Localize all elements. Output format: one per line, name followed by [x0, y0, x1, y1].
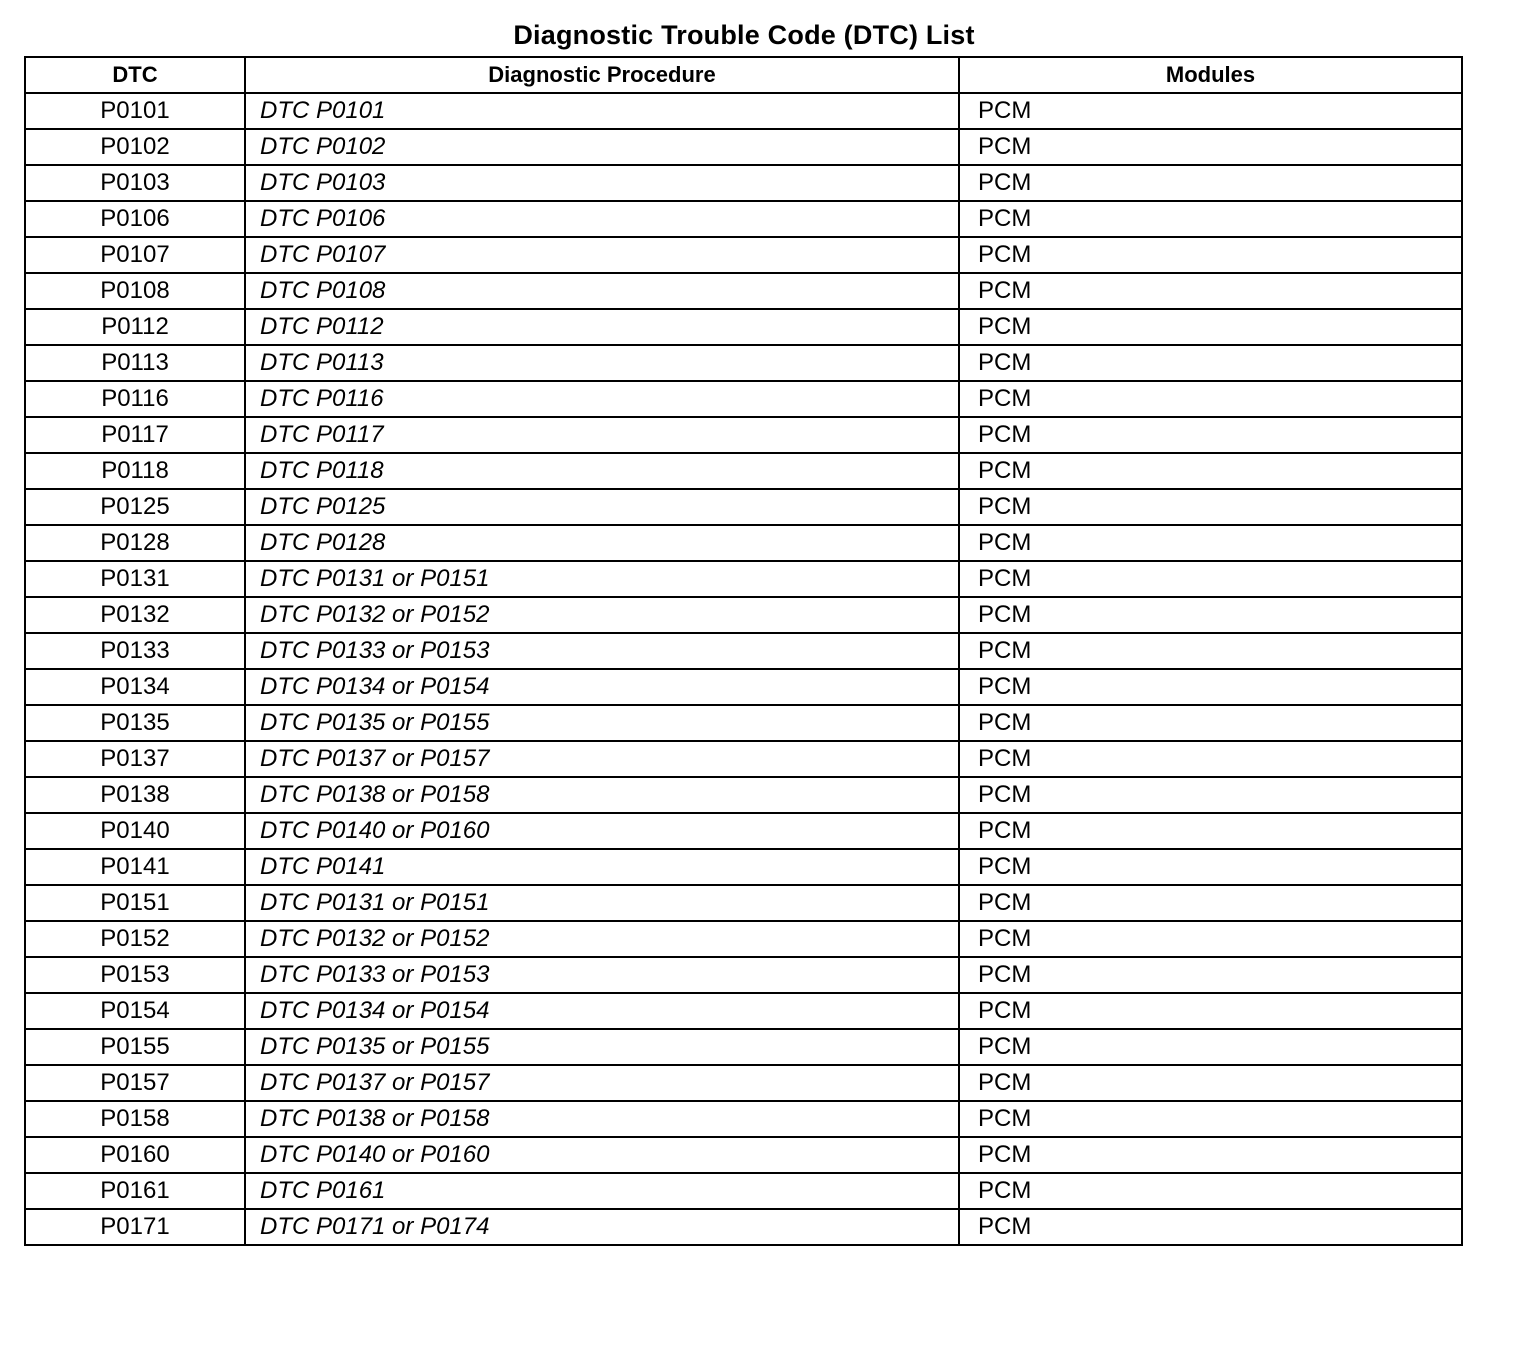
diagnostic-procedure-cell: DTC P0106 — [245, 201, 959, 237]
table-row — [25, 921, 1462, 957]
header-row — [25, 57, 1462, 93]
dtc-code-cell: P0140 — [25, 813, 245, 849]
dtc-code-cell: P0158 — [25, 1101, 245, 1137]
module-cell: PCM — [959, 453, 1462, 489]
diagnostic-procedure-cell: DTC P0171 or P0174 — [245, 1209, 959, 1245]
module-cell: PCM — [959, 921, 1462, 957]
dtc-code-cell: P0106 — [25, 201, 245, 237]
diagnostic-procedure-cell: DTC P0117 — [245, 417, 959, 453]
table-row — [25, 1209, 1462, 1245]
diagnostic-procedure-cell: DTC P0135 or P0155 — [245, 1029, 959, 1065]
dtc-code-cell: P0112 — [25, 309, 245, 345]
table-row — [25, 453, 1462, 489]
diagnostic-procedure-cell: DTC P0131 or P0151 — [245, 561, 959, 597]
table-row — [25, 741, 1462, 777]
dtc-code-cell: P0154 — [25, 993, 245, 1029]
diagnostic-procedure-cell: DTC P0107 — [245, 237, 959, 273]
table-row — [25, 273, 1462, 309]
table-row — [25, 489, 1462, 525]
table-row — [25, 813, 1462, 849]
module-cell: PCM — [959, 777, 1462, 813]
dtc-code-cell: P0161 — [25, 1173, 245, 1209]
diagnostic-procedure-cell: DTC P0113 — [245, 345, 959, 381]
diagnostic-procedure-cell: DTC P0112 — [245, 309, 959, 345]
module-cell: PCM — [959, 273, 1462, 309]
column-header-diagnostic-procedure: Diagnostic Procedure — [245, 57, 959, 93]
diagnostic-procedure-cell: DTC P0118 — [245, 453, 959, 489]
diagnostic-procedure-cell: DTC P0102 — [245, 129, 959, 165]
dtc-code-cell: P0132 — [25, 597, 245, 633]
module-cell: PCM — [959, 669, 1462, 705]
module-cell: PCM — [959, 633, 1462, 669]
diagnostic-procedure-cell: DTC P0134 or P0154 — [245, 993, 959, 1029]
table-row — [25, 345, 1462, 381]
module-cell: PCM — [959, 345, 1462, 381]
module-cell: PCM — [959, 201, 1462, 237]
table-row — [25, 1065, 1462, 1101]
diagnostic-procedure-cell: DTC P0140 or P0160 — [245, 1137, 959, 1173]
table-row — [25, 309, 1462, 345]
dtc-code-cell: P0157 — [25, 1065, 245, 1101]
module-cell: PCM — [959, 885, 1462, 921]
table-row — [25, 705, 1462, 741]
column-header-dtc: DTC — [25, 57, 245, 93]
diagnostic-procedure-cell: DTC P0125 — [245, 489, 959, 525]
table-row — [25, 885, 1462, 921]
dtc-code-cell: P0134 — [25, 669, 245, 705]
dtc-code-cell: P0103 — [25, 165, 245, 201]
module-cell: PCM — [959, 1065, 1462, 1101]
module-cell: PCM — [959, 381, 1462, 417]
table-row — [25, 417, 1462, 453]
module-cell: PCM — [959, 1209, 1462, 1245]
diagnostic-procedure-cell: DTC P0132 or P0152 — [245, 921, 959, 957]
dtc-code-cell: P0117 — [25, 417, 245, 453]
table-row — [25, 381, 1462, 417]
dtc-code-cell: P0135 — [25, 705, 245, 741]
diagnostic-procedure-cell: DTC P0132 or P0152 — [245, 597, 959, 633]
module-cell: PCM — [959, 993, 1462, 1029]
diagnostic-procedure-cell: DTC P0128 — [245, 525, 959, 561]
diagnostic-procedure-cell: DTC P0134 or P0154 — [245, 669, 959, 705]
module-cell: PCM — [959, 237, 1462, 273]
module-cell: PCM — [959, 597, 1462, 633]
diagnostic-procedure-cell: DTC P0101 — [245, 93, 959, 129]
table-row — [25, 1173, 1462, 1209]
table-row — [25, 525, 1462, 561]
dtc-code-cell: P0133 — [25, 633, 245, 669]
module-cell: PCM — [959, 561, 1462, 597]
diagnostic-procedure-cell: DTC P0137 or P0157 — [245, 1065, 959, 1101]
table-row — [25, 93, 1462, 129]
diagnostic-procedure-cell: DTC P0161 — [245, 1173, 959, 1209]
module-cell: PCM — [959, 705, 1462, 741]
module-cell: PCM — [959, 165, 1462, 201]
table-row — [25, 561, 1462, 597]
table-row — [25, 633, 1462, 669]
table-row — [25, 201, 1462, 237]
dtc-code-cell: P0113 — [25, 345, 245, 381]
dtc-code-cell: P0171 — [25, 1209, 245, 1245]
table-row — [25, 1101, 1462, 1137]
table-row — [25, 237, 1462, 273]
module-cell: PCM — [959, 489, 1462, 525]
module-cell: PCM — [959, 93, 1462, 129]
dtc-code-cell: P0101 — [25, 93, 245, 129]
table-row — [25, 165, 1462, 201]
diagnostic-procedure-cell: DTC P0140 or P0160 — [245, 813, 959, 849]
table-row — [25, 669, 1462, 705]
dtc-table — [24, 56, 1463, 1246]
dtc-code-cell: P0137 — [25, 741, 245, 777]
dtc-code-cell: P0151 — [25, 885, 245, 921]
table-row — [25, 1029, 1462, 1065]
diagnostic-procedure-cell: DTC P0138 or P0158 — [245, 1101, 959, 1137]
table-row — [25, 1137, 1462, 1173]
module-cell: PCM — [959, 129, 1462, 165]
dtc-code-cell: P0128 — [25, 525, 245, 561]
module-cell: PCM — [959, 417, 1462, 453]
dtc-code-cell: P0125 — [25, 489, 245, 525]
dtc-code-cell: P0138 — [25, 777, 245, 813]
table-header — [25, 57, 1462, 93]
dtc-code-cell: P0160 — [25, 1137, 245, 1173]
table-row — [25, 129, 1462, 165]
module-cell: PCM — [959, 1101, 1462, 1137]
module-cell: PCM — [959, 741, 1462, 777]
table-row — [25, 849, 1462, 885]
module-cell: PCM — [959, 1029, 1462, 1065]
diagnostic-procedure-cell: DTC P0131 or P0151 — [245, 885, 959, 921]
dtc-code-cell: P0116 — [25, 381, 245, 417]
dtc-code-cell: P0153 — [25, 957, 245, 993]
diagnostic-procedure-cell: DTC P0135 or P0155 — [245, 705, 959, 741]
diagnostic-procedure-cell: DTC P0138 or P0158 — [245, 777, 959, 813]
dtc-code-cell: P0131 — [25, 561, 245, 597]
dtc-code-cell: P0107 — [25, 237, 245, 273]
module-cell: PCM — [959, 309, 1462, 345]
dtc-code-cell: P0118 — [25, 453, 245, 489]
dtc-code-cell: P0155 — [25, 1029, 245, 1065]
dtc-code-cell: P0108 — [25, 273, 245, 309]
diagnostic-procedure-cell: DTC P0141 — [245, 849, 959, 885]
table-row — [25, 777, 1462, 813]
module-cell: PCM — [959, 525, 1462, 561]
diagnostic-procedure-cell: DTC P0137 or P0157 — [245, 741, 959, 777]
module-cell: PCM — [959, 849, 1462, 885]
module-cell: PCM — [959, 1173, 1462, 1209]
table-body — [25, 93, 1462, 1245]
dtc-code-cell: P0152 — [25, 921, 245, 957]
dtc-code-cell: P0102 — [25, 129, 245, 165]
diagnostic-procedure-cell: DTC P0133 or P0153 — [245, 957, 959, 993]
dtc-code-cell: P0141 — [25, 849, 245, 885]
table-row — [25, 993, 1462, 1029]
column-header-modules: Modules — [959, 57, 1462, 93]
module-cell: PCM — [959, 1137, 1462, 1173]
diagnostic-procedure-cell: DTC P0103 — [245, 165, 959, 201]
module-cell: PCM — [959, 957, 1462, 993]
table-row — [25, 957, 1462, 993]
module-cell: PCM — [959, 813, 1462, 849]
table-row — [25, 597, 1462, 633]
diagnostic-procedure-cell: DTC P0116 — [245, 381, 959, 417]
diagnostic-procedure-cell: DTC P0133 or P0153 — [245, 633, 959, 669]
diagnostic-procedure-cell: DTC P0108 — [245, 273, 959, 309]
page-title: Diagnostic Trouble Code (DTC) List — [513, 20, 975, 50]
